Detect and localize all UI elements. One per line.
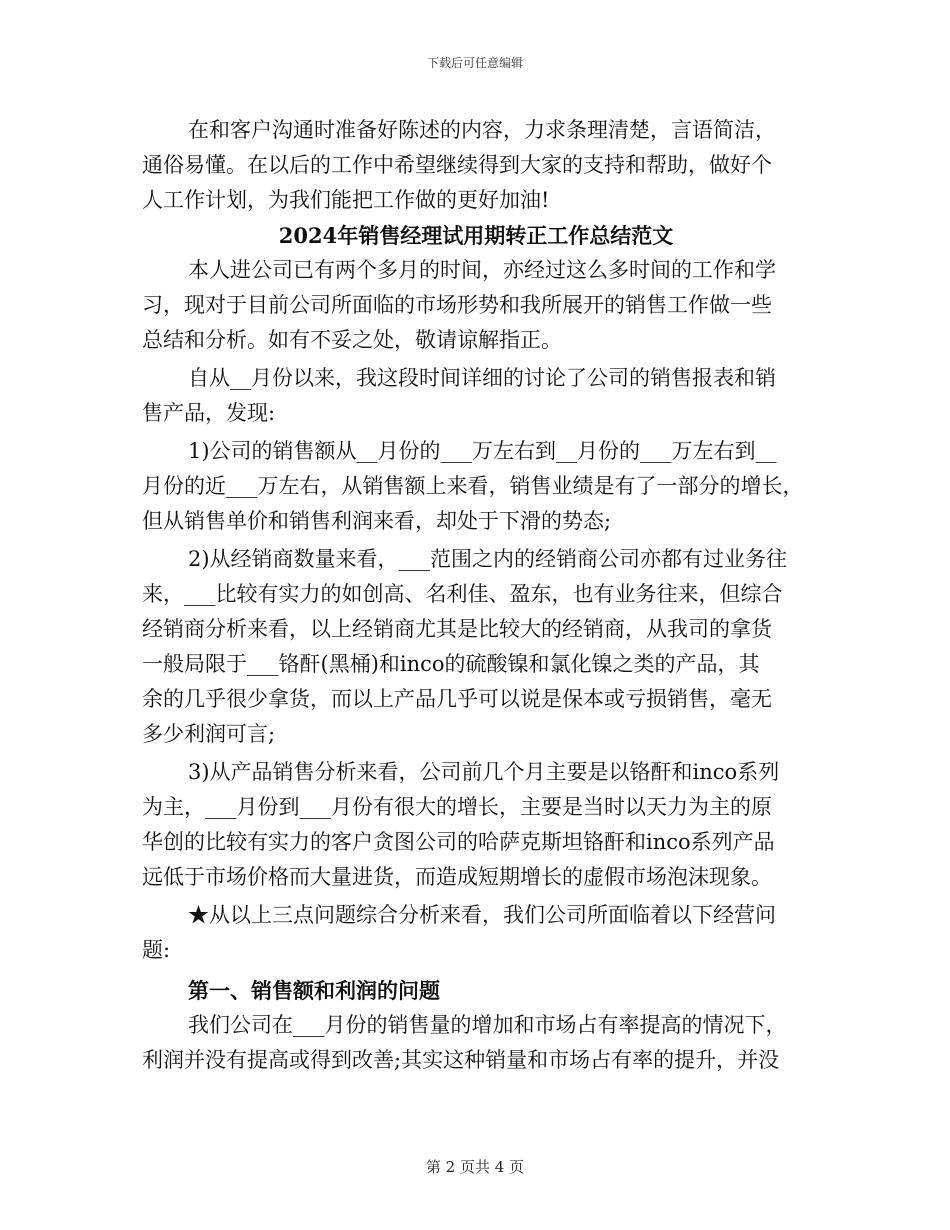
paragraph-line: 但从销售单价和销售利润来看，却处于下滑的势态;	[142, 509, 612, 533]
page-header: 下载后可任意编辑	[426, 56, 523, 70]
document-title: 2024年销售经理试用期转正工作总结范文	[278, 223, 674, 248]
paragraph-line: 售产品，发现:	[142, 401, 276, 425]
paragraph-line: 本人进公司已有两个多月的时间，亦经过这么多时间的工作和学	[188, 258, 776, 282]
paragraph-line: 远低于市场价格而大量进货，而造成短期增长的虚假市场泡沫现象。	[142, 865, 772, 889]
paragraph-line: 为主，___月份到___月份有很大的增长，主要是当时以天力为主的原	[142, 795, 772, 819]
paragraph-line: 华创的比较有实力的客户贪图公司的哈萨克斯坦铬酐和inco系列产品	[142, 830, 775, 854]
paragraph-line: 题:	[142, 938, 171, 962]
paragraph-line: ★从以上三点问题综合分析来看，我们公司所面临着以下经营问	[188, 903, 776, 927]
section-heading: 第一、销售额和利润的问题	[188, 978, 440, 1003]
paragraph-line: 习，现对于目前公司所面临的市场形势和我所展开的销售工作做一些	[142, 293, 772, 317]
paragraph-line: 利润并没有提高或得到改善;其实这种销量和市场占有率的提升，并没	[142, 1048, 780, 1072]
paragraph-line: 在和客户沟通时准备好陈述的内容，力求条理清楚，言语简洁，	[188, 118, 776, 142]
page-footer: 第 2 页共 4 页	[425, 1158, 525, 1176]
paragraph-line: 2)从经销商数量来看，___范围之内的经销商公司亦都有过业务往	[188, 547, 788, 571]
paragraph-line: 1)公司的销售额从__月份的___万左右到__月份的___万左右到__	[188, 439, 777, 463]
paragraph-line: 人工作计划，为我们能把工作做的更好加油!	[142, 188, 550, 212]
paragraph-line: 经销商分析来看，以上经销商尤其是比较大的经销商，从我司的拿货	[142, 617, 772, 641]
paragraph-line: 多少利润可言;	[142, 722, 276, 746]
paragraph-line: 总结和分析。如有不妥之处，敬请谅解指正。	[142, 328, 562, 352]
paragraph-line: 余的几乎很少拿货，而以上产品几乎可以说是保本或亏损销售，毫无	[142, 687, 772, 711]
paragraph-line: 我们公司在___月份的销售量的增加和市场占有率提高的情况下，	[188, 1013, 787, 1037]
paragraph-line: 通俗易懂。在以后的工作中希望继续得到大家的支持和帮助，做好个	[142, 153, 772, 177]
paragraph-line: 月份的近___万左右，从销售额上来看，销售业绩是有了一部分的增长，	[142, 474, 804, 498]
paragraph-line: 自从__月份以来，我这段时间详细的讨论了公司的销售报表和销	[188, 366, 776, 390]
paragraph-line: 3)从产品销售分析来看，公司前几个月主要是以铬酐和inco系列	[188, 760, 780, 784]
document-body	[142, 113, 810, 1078]
paragraph-line: 来，___比较有实力的如创高、名利佳、盈东，也有业务往来，但综合	[142, 582, 783, 606]
paragraph-line: 一般局限于___铬酐(黑桶)和inco的硫酸镍和氯化镍之类的产品，其	[142, 652, 760, 676]
